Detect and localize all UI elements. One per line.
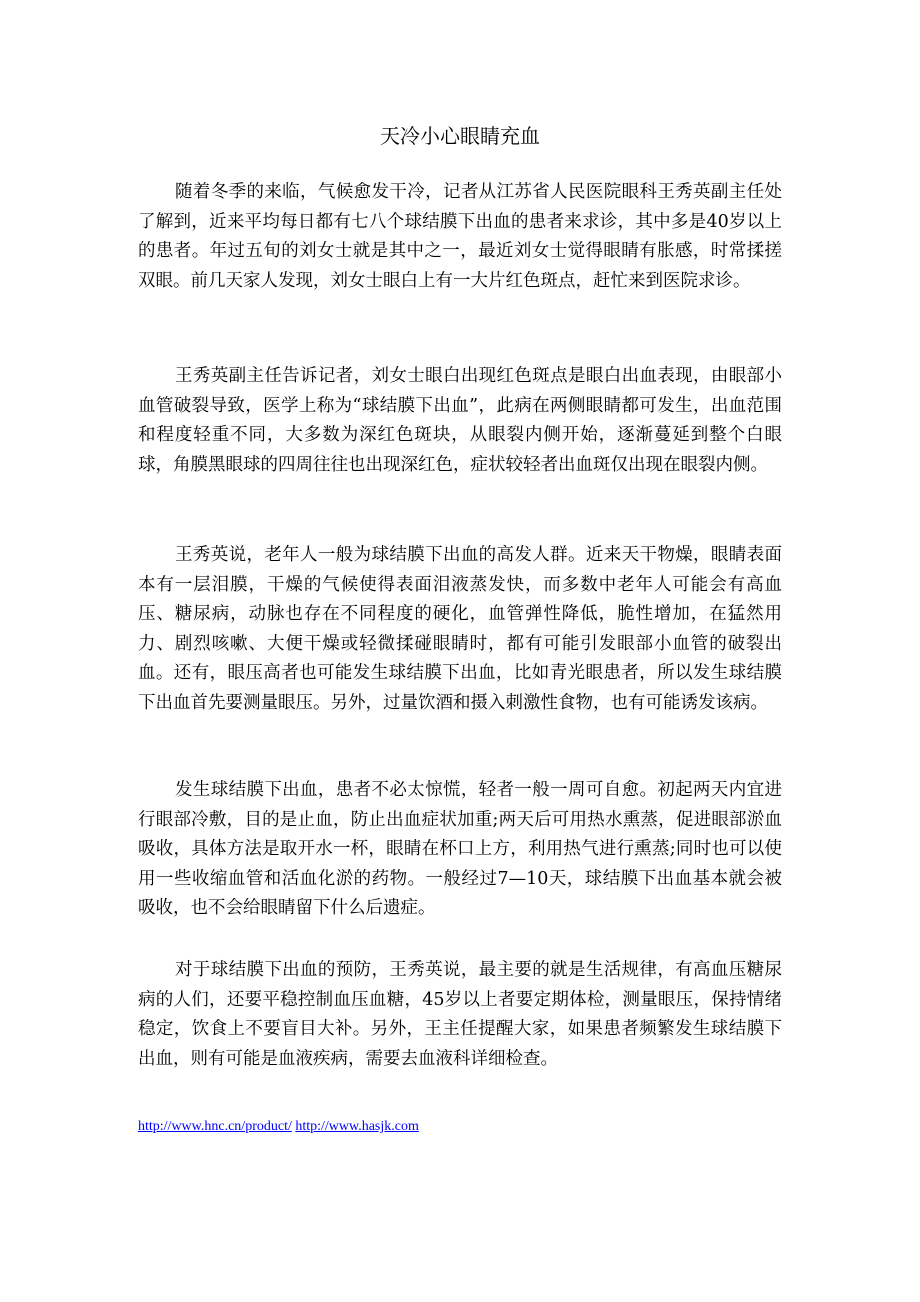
link-hasjk[interactable]: http://www.hasjk.com [295, 1119, 419, 1134]
paragraph-3: 王秀英说，老年人一般为球结膜下出血的高发人群。近来天干物燥，眼睛表面本有一层泪膜，干燥的气候使得表面泪液蒸发快，而多数中老年人可能会有高血压、糖尿病，动脉也存在不同程度的硬化，血管弹性降低，脆性增加，在猛然用力、剧烈咳嗽、大便干燥或轻微揉碰眼睛时，都有可能引发眼部小血管的破裂出血。还有，眼压高者也可能发生球结膜下出血，比如青光眼患者，所以发生球结膜下出血首先要测量眼压。另外，过量饮酒和摄入刺激性食物，也有可能诱发该病。 [138, 545, 782, 713]
paragraph-5: 对于球结膜下出血的预防，王秀英说，最主要的就是生活规律，有高血压糖尿病的人们，还要平稳控制血压血糖，45岁以上者要定期体检，测量眼压，保持情绪稳定，饮食上不要盲目大补。另外，王主任提醒大家，如果患者频繁发生球结膜下出血，则有可能是血液疾病，需要去血液科详细检查。 [138, 960, 782, 1069]
document-title: 天冷小心眼睛充血 [380, 124, 540, 148]
link-hnc-product[interactable]: http://www.hnc.cn/product/ [138, 1119, 292, 1134]
paragraph-4: 发生球结膜下出血，患者不必太惊慌，轻者一般一周可自愈。初起两天内宜进行眼部冷敷，目的是止血，防止出血症状加重;两天后可用热水熏蒸，促进眼部淤血吸收，具体方法是取开水一杯，眼睛在杯口上方，利用热气进行熏蒸;同时也可以使用一些收缩血管和活血化淤的药物。一般经过7—10天，球结膜下出血基本就会被吸收，也不会给眼睛留下什么后遗症。 [138, 780, 782, 919]
footer-links [138, 1118, 419, 1136]
paragraph-2: 王秀英副主任告诉记者，刘女士眼白出现红色斑点是眼白出血表现，由眼部小血管破裂导致，医学上称为“球结膜下出血”，此病在两侧眼睛都可发生，出血范围和程度轻重不同，大多数为深红色斑块，从眼裂内侧开始，逐渐蔓延到整个白眼球，角膜黑眼球的四周往往也出现深红色，症状较轻者出血斑仅出现在眼裂内侧。 [138, 366, 782, 475]
paragraph-1: 随着冬季的来临，气候愈发干冷，记者从江苏省人民医院眼科王秀英副主任处了解到，近来平均每日都有七八个球结膜下出血的患者来求诊，其中多是40岁以上的患者。年过五旬的刘女士就是其中之一，最近刘女士觉得眼睛有胀感，时常揉搓双眼。前几天家人发现，刘女士眼白上有一大片红色斑点，赶忙来到医院求诊。 [138, 182, 782, 291]
